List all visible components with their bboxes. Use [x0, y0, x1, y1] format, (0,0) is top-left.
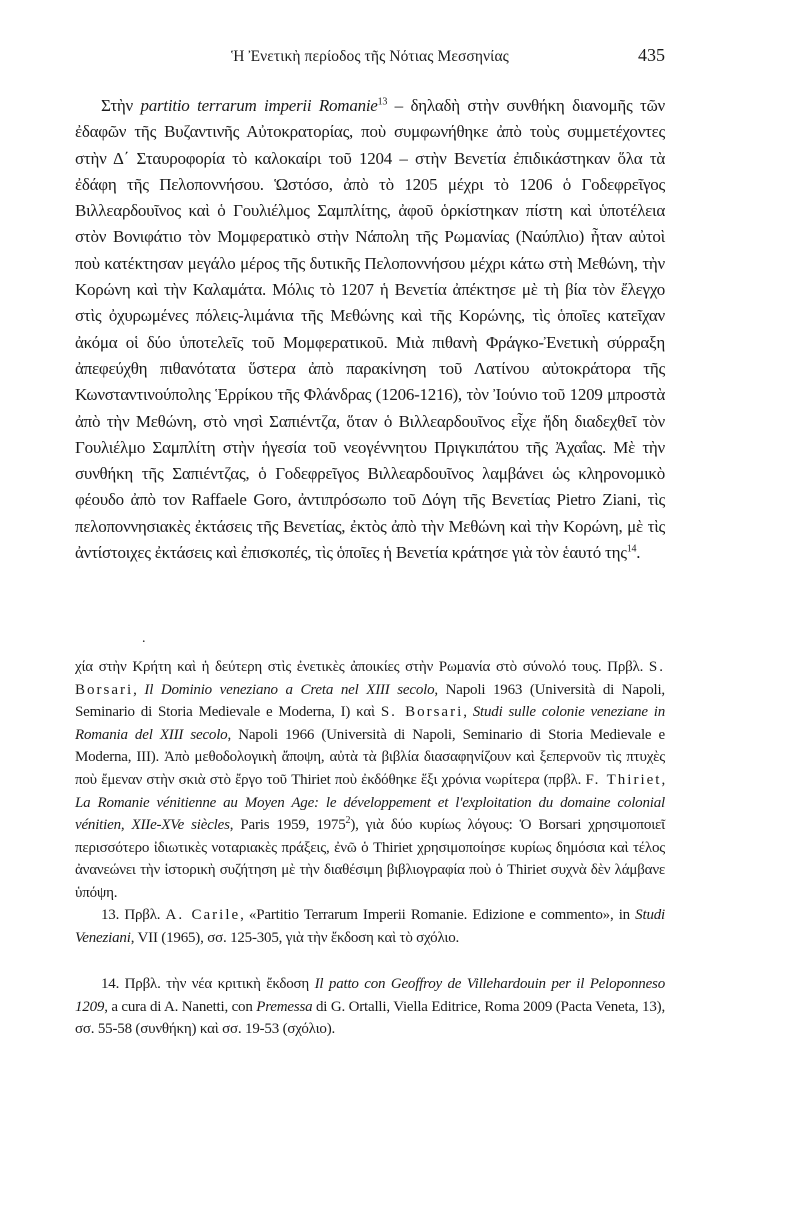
- footnote-text: di G. Ortalli, Viella Editrice, Roma 2009 (Pacta Veneta, 13), σσ. 55-58 (συνθήκη) καὶ σσ. 19-53 (σχόλιο).: [75, 998, 665, 1038]
- page-number: 435: [638, 45, 665, 65]
- book-title: Premessa: [256, 998, 313, 1015]
- book-title: Il Dominio veneziano a Creta nel XIII secolo: [144, 681, 435, 698]
- running-header: Ἡ Ἐνετικὴ περίοδος τῆς Νότιας Μεσσηνίας: [231, 48, 509, 65]
- main-text: .: [636, 543, 641, 563]
- footnote-continuation: [75, 656, 665, 905]
- footnote-text: , Paris 1959, 1975: [229, 817, 346, 834]
- book-title: La Romanie vénitienne au Moyen Age: le développement et l'exploitation du domaine colonial vénitien, XIIe-XVe siècles: [75, 794, 665, 834]
- latin-term: partitio terrarum imperii Romanie: [140, 96, 378, 115]
- book-title: Studi sulle colonie veneziane in Romania del XIII secolo: [75, 704, 666, 743]
- journal-title: Studi Veneziani: [75, 907, 666, 946]
- footnote-text: 14. Πρβλ. τὴν νέα κριτικὴ ἔκδοση: [101, 976, 315, 992]
- footnote-14: [75, 973, 665, 1041]
- main-text: Στὴν: [101, 96, 141, 115]
- footnote-text: , Napoli 1963 (Università di Napoli, Seminario di Storia Medievale e Moderna, I) καὶ: [75, 681, 665, 721]
- footnote-text: ,: [133, 681, 145, 698]
- separator-dot: .: [142, 631, 146, 646]
- edition-superscript: 2: [345, 815, 351, 827]
- main-text: – δηλαδὴ στὴν συνθήκη διανομῆς τῶν ἐδαφῶν τῆς Βυζαντινῆς Αὐτοκρατορίας, ποὺ συμφωνήθηκε ἀπὸ τοὺς συμμετέχοντες στὴν Δ΄ Σταυροφορία τὸ καλοκαίρι τοῦ 1204 – στὴν Βενετία ἐπιδικάστηκαν ὅλα τὰ ἐδάφη τῆς Πελοποννήσου. Ὡστόσο, ἀπὸ τὸ 1205 μέχρι τὸ 1206 ὁ Γοδεφρεῖγος Βιλλεαρδουῖνος καὶ ὁ Γουλιέλμος Σαμπλίτης, ἀφοῦ ὁρκίστηκαν πίστη καὶ ὑποτέλεια στὸν Βονιφάτιο τὸν Μομφερατικὸ στὴν Νάπολη τῆς Ρωμανίας (Ναύπλιο) ἦταν αὐτοὶ ποὺ κατέκτησαν μεγάλο μέρος τῆς δυτικῆς Πελοποννήσου μέχρι κάτω στὴ Μεθώνη, τὴν Κορώνη καὶ τὴν Καλαμάτα. Μόλις τὸ 1207 ἡ Βενετία ἀπέκτησε μὲ τὴ βία τὸν ἔλεγχο στὶς ὀχυρωμένες πόλεις-λιμάνια τῆς Μεθώνης καὶ τῆς Κορώνης, τὶς ὁποῖες κατεῖχαν ἀκόμα οἱ δύο ὑποτελεῖς τοῦ Μομφερατικοῦ. Μιὰ πιθανὴ Φράγκο-Ἐνετικὴ σύρραξη ἀπεφεύχθη πιθανότατα ὕστερα ἀπὸ παρακίνηση τοῦ Λατίνου αὐτοκράτορα τῆς Κωνσταντινούπολης Ἑρρίκου τῆς Φλάνδρας (1206-1216), τὸν Ἰούνιο τοῦ 1209 μπροστὰ ἀπὸ τὴν Μεθώνη, στὸ νησὶ Σαπιέντζα, ὅταν ὁ Βιλλεαρδουῖνος εἶχε ἤδη διαδεχθεῖ τὸν Γουλιέλμο Σαμπλίτη στὴν ἡγεσία τοῦ νεογέννητου Πριγκιπάτου τῆς Ἀχαΐας. Μὲ τὴν συνθήκη τῆς Σαπιέντζας, ὁ Γοδεφρεῖγος Βιλλεαρδουῖνος λαμβάνει ὡς κληρονομικὸ φέουδο ἀπὸ τον Raffaele Goro, ἀντιπρόσωπο τοῦ Δόγη τῆς Βενετίας Pietro Ziani, τὶς πελοποννησιακὲς ἐκτάσεις τῆς Βενετίας, ἐκτὸς ἀπὸ τὴν Μεθώνη καὶ τὴν Κορώνη, μὲ τὶς ἀντίστοιχες ἐκτάσεις καὶ ἐπισκοπές, τὶς ὁποῖες ἡ Βενετία κράτησε γιὰ τὸν ἑαυτό της: [75, 96, 665, 563]
- footnote-text: χία στὴν Κρήτη καὶ ἡ δεύτερη στὶς ἐνετικὲς ἀποικίες στὴν Ρωμανία στὸ σύνολό τους. Πρβλ.: [75, 659, 649, 675]
- footnote-text: 13. Πρβλ.: [101, 907, 166, 923]
- footnote-text: , VII (1965), σσ. 125-305, γιὰ τὴν ἔκδοση καὶ τὸ σχόλιο.: [130, 929, 460, 946]
- author-name: F. Thiriet: [585, 771, 662, 788]
- footnote-ref-14: 14: [626, 543, 637, 555]
- footnote-text: , «Partitio Terrarum Imperii Romanie. Edizione e commento», in: [240, 907, 636, 923]
- footnote-text: ,: [661, 771, 665, 788]
- book-title: Il patto con Geoffroy de Villehardouin per il Peloponneso 1209: [75, 976, 665, 1015]
- author-name: S. Borsari: [380, 704, 464, 721]
- author-name: A. Carile: [165, 907, 241, 923]
- footnote-text: ,: [463, 704, 473, 721]
- author-name: S. Borsari: [75, 659, 665, 698]
- footnote-13: [75, 904, 665, 949]
- footnote-ref-13: 13: [377, 96, 388, 108]
- main-paragraph: [75, 93, 665, 566]
- footnote-text: ), γιὰ δύο κυρίως λόγους: Ὁ Borsari χρησιμοποιεῖ περισσότερο ἰδιωτικὲς νοταριακὲς πράξεις, ἐνῶ ὁ Thiriet χρησιμοποίησε κυρίως δημόσια καὶ τέλος ἀνανεώνει τὴν ἱστορικὴ συζήτηση μὲ τὴν διαθέσιμη βιβλιογραφία ποὺ ὁ Thiriet συχνὰ δὲν λάμβανε ὑπόψη.: [75, 817, 665, 901]
- footnote-text: , a cura di A. Nanetti, con: [104, 998, 257, 1015]
- footnote-text: , Napoli 1966 (Università di Napoli, Seminario di Storia Medievale e Moderna, III). Ἀπὸ μεθοδολογικὴ ἄποψη, αὐτὰ τὰ βιβλία διασαφηνίζουν καὶ ξεπερνοῦν τὶς πτυχὲς ποὺ ἔμεναν στὴν σκιὰ στὸ ἔργο τοῦ Thiriet ποὺ ἐκδόθηκε ἕξι χρόνια νωρίτερα (πρβλ.: [75, 726, 666, 788]
